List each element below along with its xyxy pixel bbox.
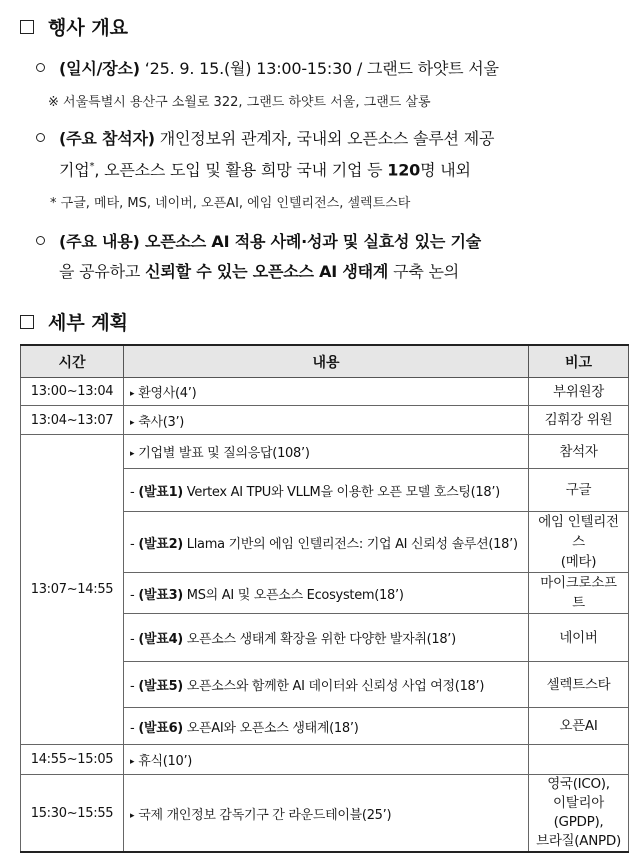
section-box-icon <box>20 315 34 329</box>
triangle-bullet-icon: ▸ <box>130 810 135 821</box>
section-2-title: 세부 계획 <box>20 308 128 335</box>
circle-bullet-icon <box>36 236 45 245</box>
table-row: 13:00~13:04 ▸ 환영사(4’) 부위원장 <box>21 378 629 406</box>
content-line-2: 을 공유하고 신뢰할 수 있는 오픈소스 AI 생태계 구축 논의 <box>59 262 459 281</box>
table-header-row <box>21 345 629 378</box>
circle-bullet-icon <box>36 63 45 72</box>
section-1-title: 행사 개요 <box>20 13 128 40</box>
header-note: 비고 <box>529 345 629 378</box>
triangle-bullet-icon: ▸ <box>130 389 135 399</box>
attendees-note: * 구글, 메타, MS, 네이버, 오픈AI, 에임 인텔리전스, 셀렉트스타 <box>50 196 411 211</box>
table-row: 15:30~15:55 ▸ 국제 개인정보 감독기구 간 라운드테이블(25’) 영국(ICO), 이탈리아(GPDP), 브라질(ANPD) <box>21 775 629 853</box>
header-content: 내용 <box>124 345 529 378</box>
content-line-1: (주요 내용) 오픈소스 AI 적용 사례·성과 및 실효성 있는 기술 <box>36 231 481 253</box>
table-row: - (발표3) MS의 AI 및 오픈소스 Ecosystem(18’) 마이크로소프트 <box>21 573 629 614</box>
circle-bullet-icon <box>36 133 45 142</box>
triangle-bullet-icon: ▸ <box>130 417 135 428</box>
triangle-bullet-icon: ▸ <box>130 757 135 767</box>
attendees-line-1: (주요 참석자) 개인정보위 관계자, 국내외 오픈소스 솔루션 제공 <box>36 128 494 150</box>
schedule-table <box>20 344 629 853</box>
table-row: - (발표4) 오픈소스 생태계 확장을 위한 다양한 발자취(18’) 네이버 <box>21 614 629 662</box>
table-row: 14:55~15:05 ▸ 휴식(10’) <box>21 745 629 775</box>
section-box-icon <box>20 20 34 34</box>
table-row: 13:07~14:55 ▸ 기업별 발표 및 질의응답(108’) 참석자 <box>21 435 629 469</box>
header-time: 시간 <box>21 345 124 378</box>
attendees-line-2: 기업*, 오픈소스 도입 및 활용 희망 국내 기업 등 120명 내외 <box>59 160 471 180</box>
table-row: - (발표5) 오픈소스와 함께한 AI 데이터와 신뢰성 사업 여정(18’) 셀렉트스타 <box>21 662 629 708</box>
triangle-bullet-icon: ▸ <box>130 449 135 459</box>
datetime-line: (일시/장소) ‘25. 9. 15.(월) 13:00-15:30 / 그랜드 하얏트 서울 <box>36 58 499 80</box>
table-row: - (발표2) Llama 기반의 에임 인텔리전스: 기업 AI 신뢰성 솔루션(18’) 에임 인텔리전스 (메타) <box>21 512 629 573</box>
table-row: - (발표6) 오픈AI와 오픈소스 생태계(18’) 오픈AI <box>21 708 629 745</box>
table-row: - (발표1) Vertex AI TPU와 VLLM을 이용한 오픈 모델 호스팅(18’) 구글 <box>21 469 629 512</box>
datetime-note: ※ 서울특별시 용산구 소월로 322, 그랜드 하얏트 서울, 그랜드 살롱 <box>48 95 431 110</box>
table-row: 13:04~13:07 ▸ 축사(3’) 김휘강 위원 <box>21 406 629 435</box>
